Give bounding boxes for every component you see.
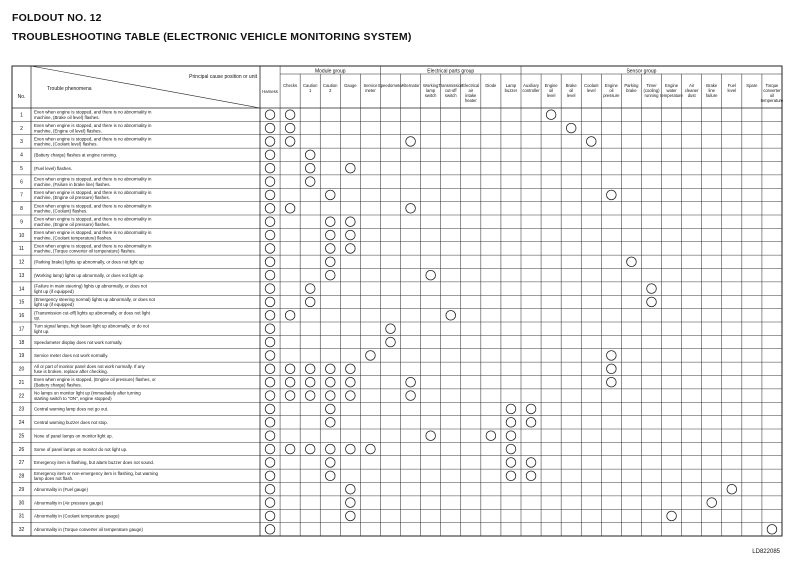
row-description: (Battery charge) flashes at engine running. <box>34 152 117 158</box>
row-number: 15 <box>18 299 25 306</box>
cause-mark <box>325 190 335 200</box>
cause-mark <box>506 458 516 468</box>
row-description: Abnormality in (Fuel gauge) <box>34 486 88 492</box>
cause-mark <box>305 391 315 401</box>
row-number: 21 <box>18 379 25 386</box>
row-description: Even when engine is stopped, and there is no abnormality in machine, (Coolant level) flashes. <box>34 136 152 147</box>
cause-mark <box>667 511 677 521</box>
cause-mark <box>325 404 335 414</box>
group-label: Module group <box>314 68 346 75</box>
cause-mark <box>506 471 516 481</box>
cause-mark <box>526 471 536 481</box>
cause-mark <box>325 444 335 454</box>
cause-mark <box>346 444 356 454</box>
document-code: LD822085 <box>752 549 780 555</box>
cause-mark <box>325 244 335 254</box>
cause-mark <box>265 257 275 267</box>
cause-mark <box>386 324 396 334</box>
cause-mark <box>265 444 275 454</box>
row-number: 28 <box>18 473 25 480</box>
column-header: Engine oil level <box>544 83 558 98</box>
cause-mark <box>285 391 295 401</box>
cause-mark <box>346 217 356 227</box>
cause-mark <box>265 284 275 294</box>
cause-mark <box>285 137 295 147</box>
column-header: Engine oil pressure <box>603 83 620 98</box>
cause-mark <box>265 484 275 494</box>
cause-mark <box>285 377 295 387</box>
cause-mark <box>607 364 617 374</box>
row-number: 24 <box>18 420 25 427</box>
cause-mark <box>346 498 356 508</box>
cause-mark <box>506 431 516 441</box>
cause-mark <box>265 471 275 481</box>
row-number: 9 <box>20 219 23 226</box>
cause-mark <box>586 137 596 147</box>
cause-mark <box>305 284 315 294</box>
column-header: Caution 1 <box>302 83 318 93</box>
column-header: Coolant level <box>584 83 599 93</box>
cause-mark <box>346 230 356 240</box>
cause-mark <box>265 150 275 160</box>
row-description: Even when engine is stopped, and there is no abnormality in machine, (Engine oil level) flashes. <box>34 123 152 134</box>
column-header: Service meter <box>363 83 378 93</box>
cause-mark <box>325 364 335 374</box>
row-description: None of panel lamps on monitor light up. <box>34 433 113 439</box>
column-header: Brake line failure <box>706 83 718 98</box>
row-number: 6 <box>20 179 23 186</box>
row-number: 26 <box>18 446 25 453</box>
cause-mark <box>305 150 315 160</box>
cause-mark <box>265 324 275 334</box>
cause-mark <box>566 123 576 133</box>
cause-mark <box>526 458 536 468</box>
row-description: Abnormality in (Air pressure gauge) <box>34 500 104 506</box>
cause-mark <box>325 257 335 267</box>
cause-mark <box>325 391 335 401</box>
column-header: Torque converter oil temperature <box>760 83 784 103</box>
column-header: Engine water temperature <box>660 83 683 98</box>
column-header: Brake oil level <box>565 83 577 98</box>
row-description: Abnormality in (Torque converter oil temperature gauge) <box>34 527 143 533</box>
corner-trouble-label: Trouble phenomena <box>47 86 92 92</box>
row-description: Speedometer display does not work normally. <box>34 339 123 345</box>
row-number: 27 <box>18 460 25 467</box>
row-description: No lamps on monitor light up (immediately after turning starting switch to "ON", engine stopped) <box>34 390 141 401</box>
row-number: 22 <box>18 393 25 400</box>
row-number: 10 <box>18 232 25 239</box>
row-description: (Fuel level) flashes. <box>34 165 73 171</box>
cause-mark <box>406 203 416 213</box>
column-header: Diode <box>485 83 497 88</box>
cause-mark <box>305 163 315 173</box>
cause-mark <box>346 163 356 173</box>
cause-mark <box>265 110 275 120</box>
row-description: Even when engine is stopped, and there is no abnormality in machine, (Failure in brake line) flashes. <box>34 176 152 187</box>
row-number: 20 <box>18 366 25 373</box>
row-description: (Emergency steering normal) lights up abnormally, or does not light up (if equipped) <box>34 296 155 308</box>
row-number: 32 <box>18 527 25 534</box>
cause-mark <box>265 417 275 427</box>
cause-mark <box>265 297 275 307</box>
cause-mark <box>285 444 295 454</box>
cause-mark <box>265 404 275 414</box>
cause-mark <box>406 137 416 147</box>
column-header: Fuel level <box>727 83 737 93</box>
cause-mark <box>325 270 335 280</box>
cause-mark <box>346 484 356 494</box>
cause-mark <box>285 110 295 120</box>
cause-mark <box>325 217 335 227</box>
cause-mark <box>506 404 516 414</box>
cause-mark <box>265 217 275 227</box>
cause-mark <box>426 431 436 441</box>
group-label: Electrical parts group <box>427 68 475 75</box>
cause-mark <box>265 190 275 200</box>
cause-mark <box>506 444 516 454</box>
cause-mark <box>265 337 275 347</box>
no-header: No. <box>17 94 26 100</box>
cause-mark <box>265 310 275 320</box>
column-header: Timer (cooling) running <box>643 83 660 98</box>
row-number: 31 <box>18 513 25 520</box>
cause-mark <box>285 203 295 213</box>
cause-mark <box>607 190 617 200</box>
row-description: Service meter does not work normally. <box>34 353 109 359</box>
cause-mark <box>265 244 275 254</box>
row-description: Emergency item is flashing, but alarm buzzer does not sound. <box>34 460 155 466</box>
row-number: 29 <box>18 486 25 493</box>
cause-mark <box>265 137 275 147</box>
cause-mark <box>366 351 376 361</box>
cause-mark <box>285 364 295 374</box>
column-header: Spare <box>746 83 758 88</box>
cause-mark <box>265 123 275 133</box>
cause-mark <box>325 417 335 427</box>
foldout-number: FOLDOUT NO. 12 <box>12 12 102 24</box>
cause-mark <box>366 444 376 454</box>
column-header: Alternator <box>401 83 420 88</box>
row-description: (Parking brake) lights up abnormally, or does not light up <box>34 259 144 265</box>
row-number: 3 <box>20 139 23 146</box>
cause-mark <box>546 110 556 120</box>
cause-mark <box>406 377 416 387</box>
group-label: Sensor group <box>626 68 657 75</box>
cause-mark <box>647 284 657 294</box>
cause-mark <box>265 163 275 173</box>
row-number: 1 <box>20 112 23 119</box>
cause-mark <box>265 377 275 387</box>
cause-mark <box>346 377 356 387</box>
row-description: Central warning lamp does not go out. <box>34 406 109 412</box>
column-header: Gauge <box>344 83 357 88</box>
cause-mark <box>446 310 456 320</box>
row-number: 23 <box>18 406 25 413</box>
column-header: Working lamp switch <box>423 83 439 98</box>
cause-mark <box>265 177 275 187</box>
row-description: All or part of monitor panel does not work normally. If any fuse is broken, replace after checking. <box>34 363 145 375</box>
cause-mark <box>526 417 536 427</box>
cause-mark <box>285 123 295 133</box>
cause-mark <box>346 511 356 521</box>
page-title: TROUBLESHOOTING TABLE (ELECTRONIC VEHICLE MONITORING SYSTEM) <box>12 31 412 43</box>
cause-mark <box>325 458 335 468</box>
cause-mark <box>305 364 315 374</box>
column-header: Lamp buzzer <box>504 83 518 93</box>
row-number: 2 <box>20 125 23 132</box>
cause-mark <box>727 484 737 494</box>
cause-mark <box>647 297 657 307</box>
row-number: 14 <box>18 286 25 293</box>
row-description: (Transmission cut-off) lights up abnormally, or does not light up. <box>34 310 150 321</box>
row-description: Central warning buzzer does not stop. <box>34 420 108 426</box>
row-description: Emergency item or non-emergency item is flashing, but warning lamp does not flash. <box>34 470 158 482</box>
row-number: 17 <box>18 326 25 333</box>
column-header: Electrical air intake heater <box>462 83 480 103</box>
column-header: Auxiliary controller <box>522 83 540 93</box>
cause-mark <box>265 391 275 401</box>
row-number: 8 <box>20 206 23 213</box>
cause-mark <box>627 257 637 267</box>
cause-mark <box>265 431 275 441</box>
cause-mark <box>506 417 516 427</box>
cause-mark <box>607 351 617 361</box>
row-description: Even when engine is stopped, and there is no abnormality in machine, (Torque converter oil temperature) flashes. <box>34 243 152 254</box>
cause-mark <box>386 337 396 347</box>
row-number: 19 <box>18 353 25 360</box>
column-header: Speedometer <box>377 83 404 88</box>
cause-mark <box>265 511 275 521</box>
corner-cause-label: Principal cause position or unit <box>189 74 257 80</box>
row-description: Even when engine is stopped, and there is no abnormality in machine, (Coolant temperature) flashes. <box>34 230 152 241</box>
cause-mark <box>305 177 315 187</box>
cause-mark <box>305 444 315 454</box>
row-number: 11 <box>18 246 25 253</box>
row-description: Abnormality in (Coolant temperature gauge) <box>34 513 120 519</box>
column-header: Caution 2 <box>323 83 338 93</box>
cause-mark <box>526 404 536 414</box>
row-description: (Failure in main steering) lights up abnormally, or does not light up (if equipped) <box>34 283 147 294</box>
cause-mark <box>305 297 315 307</box>
cause-mark <box>265 498 275 508</box>
cause-mark <box>265 203 275 213</box>
cause-mark <box>265 524 275 534</box>
cause-mark <box>707 498 717 508</box>
row-description: Even when engine is stopped, (Engine oil pressure) flashes, or (Battery charge) flashes. <box>34 377 156 388</box>
cause-mark <box>325 230 335 240</box>
cause-mark <box>305 377 315 387</box>
cause-mark <box>406 391 416 401</box>
cause-mark <box>767 524 777 534</box>
row-number: 25 <box>18 433 25 440</box>
cause-mark <box>265 458 275 468</box>
row-number: 16 <box>18 313 25 320</box>
row-number: 18 <box>18 339 25 346</box>
row-number: 5 <box>20 165 23 172</box>
column-header: Checks <box>283 83 298 88</box>
row-number: 7 <box>20 192 23 199</box>
row-number: 4 <box>20 152 23 159</box>
cause-mark <box>265 270 275 280</box>
cause-mark <box>346 244 356 254</box>
row-description: Even when engine is stopped, and there is no abnormality in machine, (Brake oil level) flashes. <box>34 109 152 120</box>
row-description: Turn signal lamps, high beam light up abnormally, or do not light up. <box>34 323 149 334</box>
cause-mark <box>265 230 275 240</box>
cause-mark <box>325 377 335 387</box>
column-header: Transmission cut-off switch <box>438 83 464 98</box>
column-header: Parking brake <box>624 83 639 93</box>
row-description: Even when engine is stopped, and there is no abnormality in machine, (Engine oil pressure) flashes. <box>34 216 152 227</box>
cause-mark <box>325 471 335 481</box>
cause-mark <box>346 364 356 374</box>
column-header: Harness <box>262 89 278 94</box>
row-description: Even when engine is stopped, and there is no abnormality in machine, (Engine oil pressure) flashes. <box>34 189 152 201</box>
row-number: 12 <box>18 259 25 266</box>
row-description: Some of panel lamps on monitor do not light up. <box>34 446 128 452</box>
cause-mark <box>486 431 496 441</box>
cause-mark <box>265 364 275 374</box>
cause-mark <box>265 351 275 361</box>
cause-mark <box>285 310 295 320</box>
row-number: 30 <box>18 500 25 507</box>
row-description: (Working lamp) lights up abnormally, or does not light up <box>34 272 144 278</box>
row-number: 13 <box>18 272 25 279</box>
cause-mark <box>607 377 617 387</box>
cause-mark <box>426 270 436 280</box>
column-header: Air cleaner dust <box>684 83 699 98</box>
cause-mark <box>346 391 356 401</box>
row-description: Even when engine is stopped, and there is no abnormality in machine, (Coolant) flashes. <box>34 203 152 214</box>
